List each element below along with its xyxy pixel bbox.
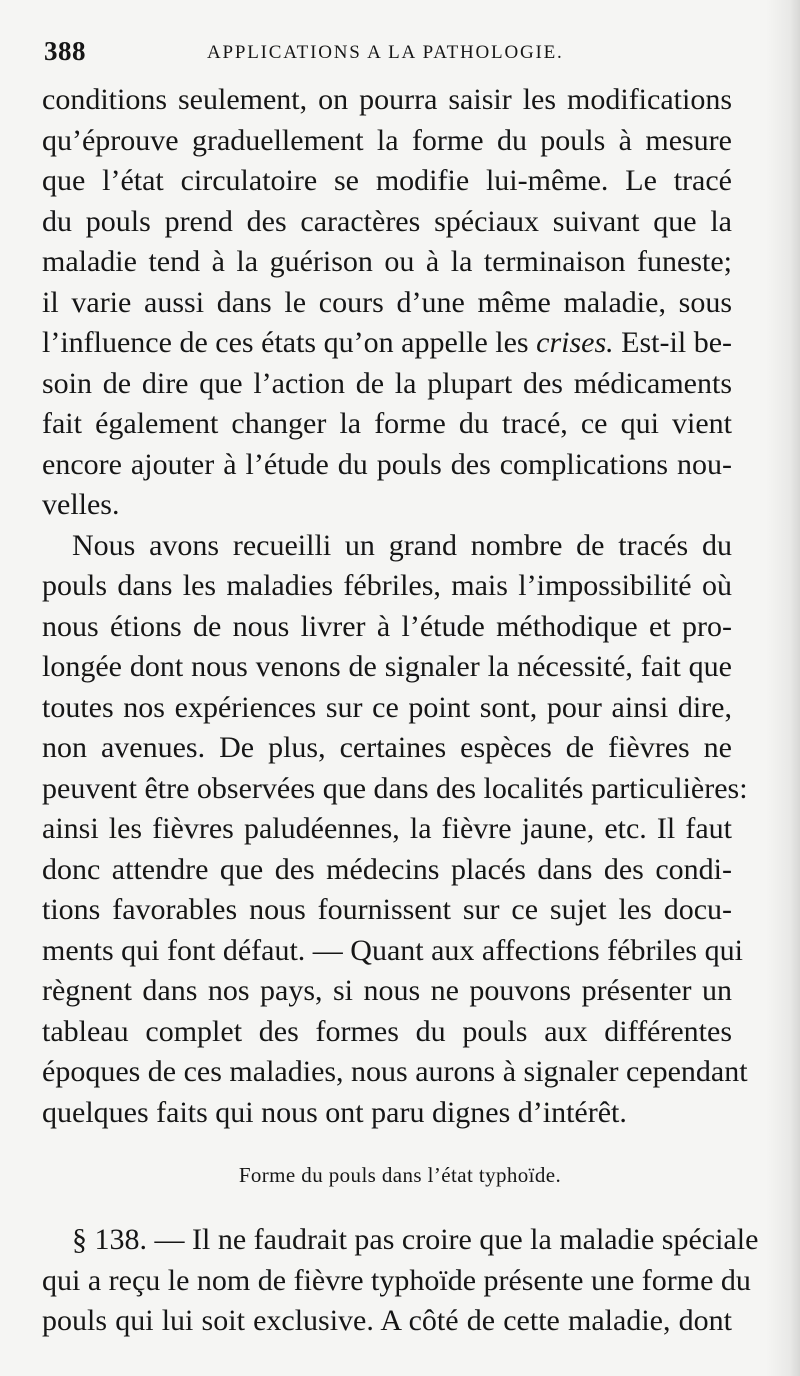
- text-line: Nous avons recueilli un grand nombre de tracés du: [72, 528, 732, 562]
- text-line: pouls dans les maladies fébriles, mais l’impossibilité où: [42, 569, 732, 602]
- section-138: [42, 1220, 759, 1342]
- text-line: conditions seulement, on pourra saisir les modifications: [42, 83, 732, 116]
- text-line: ments qui font défaut. — Quant aux affections fébriles qui: [42, 933, 743, 967]
- page-header: [44, 36, 734, 70]
- text-line: encore ajouter à l’étude du pouls des complications nou-: [42, 447, 732, 481]
- text-line: velles.: [42, 488, 120, 521]
- text-line: non avenues. De plus, certaines espèces de fièvres ne: [42, 731, 732, 764]
- text-line: longée dont nous venons de signaler la nécessité, fait que: [42, 650, 732, 683]
- section-subheading: Forme du pouls dans l’état typhoïde.: [238, 1163, 562, 1187]
- text-fragment: Est-il be-: [621, 326, 732, 359]
- text-line: qu’éprouve graduellement la forme du pouls à mesure: [42, 123, 732, 157]
- text-line: époques de ces maladies, nous aurons à signaler cependant: [42, 1055, 748, 1088]
- text-line: maladie tend à la guérison ou à la terminaison funeste;: [42, 245, 732, 278]
- text-line: quelques faits qui nous ont paru dignes d’intérêt.: [42, 1095, 627, 1129]
- text-line: donc attendre que des médecins placés dans des condi-: [42, 852, 732, 886]
- text-line: règnent dans nos pays, si nous ne pouvons présenter un: [42, 974, 732, 1007]
- paragraph-continued: [42, 80, 732, 526]
- paragraph-fevers: [42, 526, 748, 1134]
- text-line: tableau complet des formes du pouls aux différentes: [42, 1014, 732, 1048]
- text-fragment: l’influence de ces états qu’on appelle les: [42, 326, 529, 359]
- text-line: que l’état circulatoire se modifie lui-même. Le tracé: [42, 164, 732, 197]
- text-line: il varie aussi dans le cours d’une même maladie, sous: [42, 285, 732, 319]
- page-number: 388: [44, 36, 86, 66]
- text-line: [42, 323, 732, 364]
- text-line: pouls qui lui soit exclusive. A côté de cette maladie, dont: [42, 1304, 732, 1337]
- text-line: ainsi les fièvres paludéennes, la fièvre jaune, etc. Il faut: [42, 812, 732, 845]
- text-line: peuvent être observées que dans des localités particulières:: [42, 771, 748, 805]
- text-line: tions favorables nous fournissent sur ce sujet les docu-: [42, 893, 732, 926]
- main-text: [42, 80, 748, 1133]
- italic-term-crises: crises.: [536, 326, 614, 359]
- text-line: nous étions de nous livrer à l’étude méthodique et pro-: [42, 609, 732, 643]
- text-line: toutes nos expériences sur ce point sont, pour ainsi dire,: [42, 690, 732, 724]
- text-line: du pouls prend des caractères spéciaux suivant que la: [42, 204, 732, 238]
- text-line: fait également changer la forme du tracé, ce qui vient: [42, 407, 732, 440]
- text-line: § 138. — Il ne faudrait pas croire que la maladie spéciale: [72, 1223, 759, 1256]
- text-line: soin de dire que l’action de la plupart des médicaments: [42, 366, 732, 400]
- running-head: APPLICATIONS A LA PATHOLOGIE.: [207, 42, 564, 63]
- text-line: qui a reçu le nom de fièvre typhoïde présente une forme du: [42, 1263, 751, 1297]
